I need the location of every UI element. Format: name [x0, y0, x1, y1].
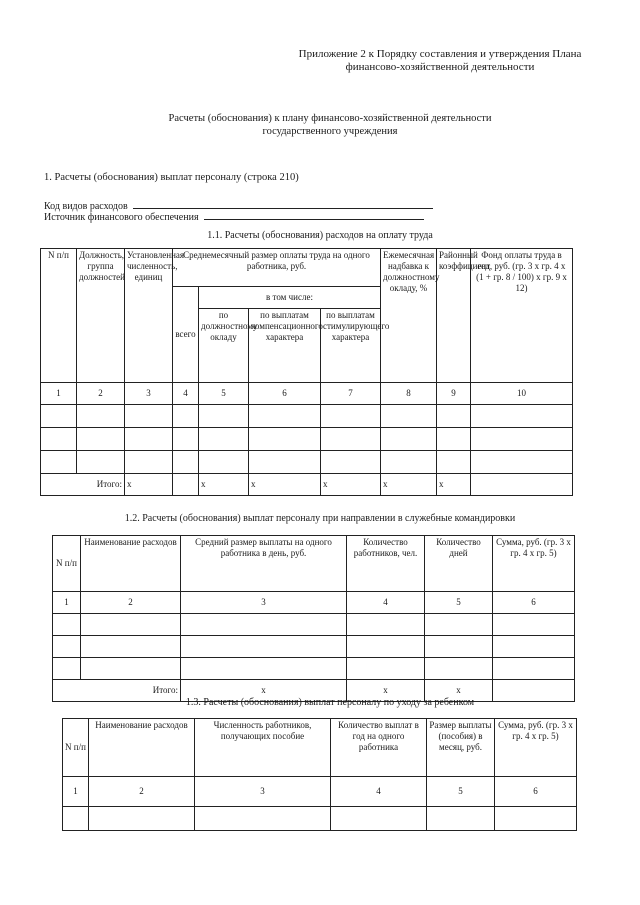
table-cell[interactable] [41, 405, 77, 428]
table-cell[interactable] [195, 807, 331, 831]
header-total: всего [173, 287, 199, 383]
table-cell[interactable] [173, 451, 199, 474]
header-avg-daily: Средний размер выплаты на одного работника в день, руб. [181, 536, 347, 592]
header-regional-coef: Районный коэффициент [437, 249, 471, 383]
col-number: 2 [89, 777, 195, 807]
appendix-line-1: Приложение 2 к Порядку составления и утверждения Плана [298, 48, 582, 60]
header-compensation: по выплатам компенсационного характера [249, 309, 321, 383]
table-cell[interactable] [199, 451, 249, 474]
table-cell[interactable] [321, 405, 381, 428]
col-number: 2 [81, 592, 181, 614]
header-payments-count: Количество выплат в год на одного работника [331, 719, 427, 777]
total-mark: х [125, 474, 173, 496]
document-title-line-1: Расчеты (обоснования) к плану финансово-хозяйственной деятельности [168, 113, 492, 124]
header-incentive: по выплатам стимулирующего характера [321, 309, 381, 383]
header-n: N п/п [63, 719, 89, 777]
table-row[interactable] [53, 636, 575, 658]
table-row[interactable] [53, 614, 575, 636]
table-cell[interactable] [173, 428, 199, 451]
appendix-line-2: финансово-хозяйственной деятельности [345, 61, 535, 73]
table-cell[interactable] [81, 636, 181, 658]
table-cell[interactable] [181, 614, 347, 636]
col-number: 7 [321, 383, 381, 405]
table-cell[interactable] [381, 428, 437, 451]
table-cell[interactable] [471, 428, 573, 451]
col-number: 4 [347, 592, 425, 614]
table-cell[interactable] [81, 658, 181, 680]
col-number: 6 [495, 777, 577, 807]
table-1-3 [62, 718, 577, 831]
table-row[interactable] [53, 658, 575, 680]
header-name: Наименование расходов [89, 719, 195, 777]
funding-source-row [44, 210, 424, 223]
table-cell[interactable] [471, 451, 573, 474]
table-cell[interactable] [437, 428, 471, 451]
table-cell[interactable] [321, 451, 381, 474]
table-cell[interactable] [425, 658, 493, 680]
table-cell[interactable] [381, 451, 437, 474]
table-cell[interactable] [199, 405, 249, 428]
table-cell [173, 474, 199, 496]
header-staff: Установленная численность, единиц [125, 249, 173, 383]
col-number: 9 [437, 383, 471, 405]
table-cell[interactable] [493, 658, 575, 680]
table-row[interactable] [63, 807, 577, 831]
table-cell[interactable] [427, 807, 495, 831]
table-cell[interactable] [249, 451, 321, 474]
table-1-1 [40, 248, 573, 496]
table-cell[interactable] [425, 636, 493, 658]
table-cell[interactable] [321, 428, 381, 451]
funding-source-label: Источник финансового обеспечения [44, 212, 199, 223]
col-number: 4 [331, 777, 427, 807]
table-cell[interactable] [347, 658, 425, 680]
table-cell[interactable] [381, 405, 437, 428]
col-number: 10 [471, 383, 573, 405]
col-number: 5 [425, 592, 493, 614]
table-cell[interactable] [181, 658, 347, 680]
table-cell[interactable] [77, 428, 125, 451]
table-cell[interactable] [181, 636, 347, 658]
header-monthly-bonus: Ежемесячная надбавка к должностному окладу, % [381, 249, 437, 383]
table-cell[interactable] [41, 451, 77, 474]
table-row[interactable] [41, 451, 573, 474]
total-label: Итого: [53, 680, 181, 702]
col-number: 6 [249, 383, 321, 405]
col-number: 4 [173, 383, 199, 405]
table-cell[interactable] [493, 636, 575, 658]
table-cell[interactable] [173, 405, 199, 428]
header-n: N п/п [53, 536, 81, 592]
header-recipients: Численность работников, получающих пособие [195, 719, 331, 777]
table-cell[interactable] [331, 807, 427, 831]
col-number: 5 [199, 383, 249, 405]
table-cell[interactable] [493, 614, 575, 636]
expense-code-label: Код видов расходов [44, 201, 128, 212]
total-fund-cell[interactable] [471, 474, 573, 496]
table-cell[interactable] [125, 428, 173, 451]
appendix-header [270, 48, 610, 74]
document-title-line-2: государственного учреждения [262, 126, 398, 137]
col-number: 1 [41, 383, 77, 405]
header-position: Должность, группа должностей [77, 249, 125, 383]
col-number: 1 [53, 592, 81, 614]
col-number: 8 [381, 383, 437, 405]
table-cell[interactable] [471, 405, 573, 428]
col-number: 3 [195, 777, 331, 807]
table-1-2 [52, 535, 575, 702]
header-by-salary: по должностному окладу [199, 309, 249, 383]
total-mark: х [181, 680, 347, 702]
header-allowance: Размер выплаты (пособия) в месяц, руб. [427, 719, 495, 777]
table-1-3-caption: 1.3. Расчеты (обоснования) выплат персоналу по уходу за ребенком [185, 697, 475, 708]
col-number: 2 [77, 383, 125, 405]
header-incl: в том числе: [199, 287, 381, 309]
header-workers: Количество работников, чел. [347, 536, 425, 592]
total-mark: х [381, 474, 437, 496]
funding-source-field[interactable] [204, 210, 424, 220]
table-row[interactable] [41, 405, 573, 428]
header-fund: Фонд оплаты труда в год, руб. (гр. 3 х гр. 4 х (1 + гр. 8 / 100) х гр. 9 х 12) [471, 249, 573, 383]
table-1-1-caption: 1.1. Расчеты (обоснования) расходов на оплату труда [207, 230, 433, 241]
table-row[interactable] [41, 428, 573, 451]
total-sum-cell[interactable] [493, 680, 575, 702]
total-label: Итого: [41, 474, 125, 496]
total-mark: х [425, 680, 493, 702]
col-number: 1 [63, 777, 89, 807]
table-cell[interactable] [199, 428, 249, 451]
table-cell[interactable] [249, 428, 321, 451]
header-sum: Сумма, руб. (гр. 3 х гр. 4 х гр. 5) [495, 719, 577, 777]
col-number: 3 [181, 592, 347, 614]
column-number-row [53, 592, 575, 614]
total-mark: х [437, 474, 471, 496]
total-mark: х [347, 680, 425, 702]
table-cell[interactable] [425, 614, 493, 636]
table-cell[interactable] [89, 807, 195, 831]
total-mark: х [249, 474, 321, 496]
table-1-2-caption: 1.2. Расчеты (обоснования) выплат персоналу при направлении в служебные командировки [124, 513, 516, 524]
total-row [41, 474, 573, 496]
table-cell[interactable] [347, 636, 425, 658]
header-days: Количество дней [425, 536, 493, 592]
table-cell[interactable] [249, 405, 321, 428]
header-name: Наименование расходов [81, 536, 181, 592]
table-cell[interactable] [77, 405, 125, 428]
col-number: 3 [125, 383, 173, 405]
table-cell[interactable] [125, 405, 173, 428]
column-number-row [41, 383, 573, 405]
document-title [140, 112, 520, 138]
table-cell[interactable] [347, 614, 425, 636]
table-cell[interactable] [53, 614, 81, 636]
total-mark: х [199, 474, 249, 496]
table-cell[interactable] [53, 636, 81, 658]
col-number: 5 [427, 777, 495, 807]
header-sum: Сумма, руб. (гр. 3 х гр. 4 х гр. 5) [493, 536, 575, 592]
table-cell[interactable] [437, 451, 471, 474]
table-cell[interactable] [125, 451, 173, 474]
total-mark: х [321, 474, 381, 496]
expense-code-field[interactable] [133, 199, 433, 209]
header-avg-salary: Среднемесячный размер оплаты труда на одного работника, руб. [173, 249, 381, 287]
table-cell[interactable] [63, 807, 89, 831]
table-cell[interactable] [77, 451, 125, 474]
table-cell[interactable] [53, 658, 81, 680]
table-cell[interactable] [81, 614, 181, 636]
column-number-row [63, 777, 577, 807]
col-number: 6 [493, 592, 575, 614]
table-cell[interactable] [495, 807, 577, 831]
header-n: N п/п [41, 249, 77, 383]
table-cell[interactable] [437, 405, 471, 428]
table-cell[interactable] [41, 428, 77, 451]
section-1-title: 1. Расчеты (обоснования) выплат персоналу (строка 210) [44, 172, 299, 183]
